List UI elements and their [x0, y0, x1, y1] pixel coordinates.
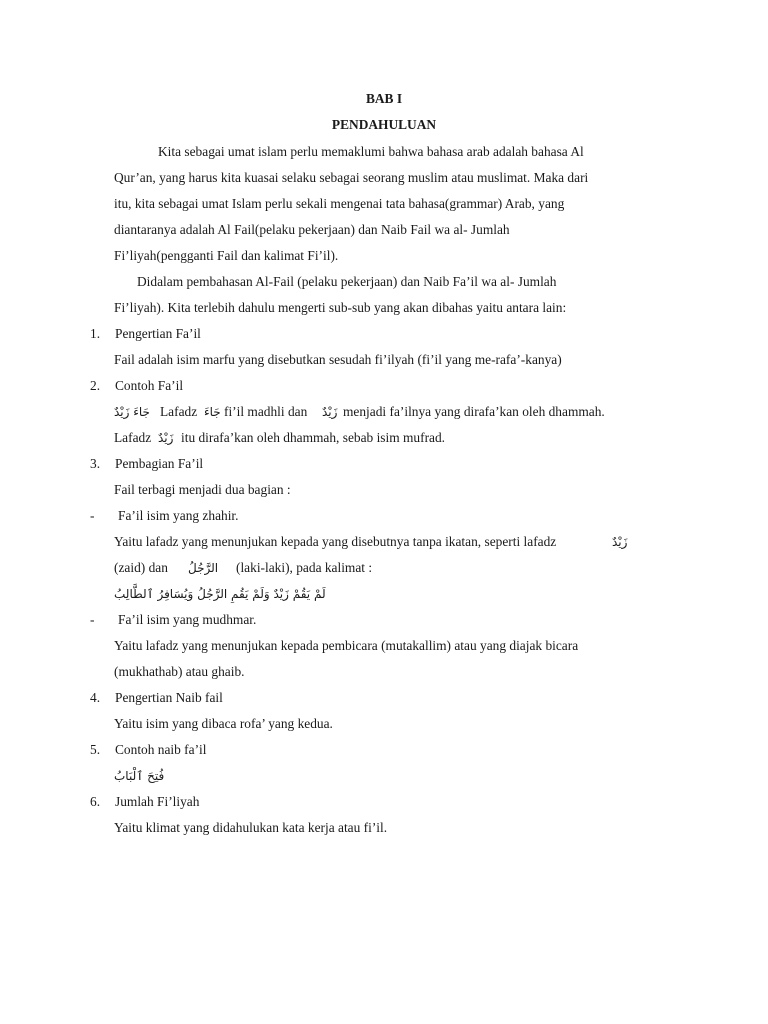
subitem-title: Fa’il isim yang mudhmar.	[118, 612, 257, 627]
item3-title: Pembagian Fa’il	[115, 456, 204, 471]
arabic-word: زَيْدٌ	[322, 405, 338, 419]
intro-p1-line1: Kita sebagai umat islam perlu memaklumi bahwa bahasa arab adalah bahasa Al	[158, 144, 584, 159]
arabic-example: جَاءَ زَيْدٌ	[114, 405, 150, 419]
arabic-word: جَاءَ	[204, 405, 221, 419]
list-number: 5.	[90, 742, 101, 757]
intro-p2-line2: Fi’liyah). Kita terlebih dahulu mengerti sub-sub yang akan dibahas yaitu antara lain:	[114, 300, 567, 315]
arabic-example: فُتِحَ ٱلْبَابُ	[114, 769, 165, 783]
item1-title: Pengertian Fa’il	[115, 326, 201, 341]
list-number: 4.	[90, 690, 101, 705]
intro-p1-line4: diantaranya adalah Al Fail(pelaku pekerjaan) dan Naib Fail wa al- Jumlah	[114, 222, 510, 237]
intro-p1-line5: Fi’liyah(pengganti Fail dan kalimat Fi’il).	[114, 248, 339, 263]
item2-example-text: itu dirafa’kan oleh dhammah, sebab isim mufrad.	[181, 430, 446, 445]
arabic-word: زَيْدٌ	[158, 431, 174, 445]
bullet-dash: -	[90, 508, 95, 523]
intro-p1-line3: itu, kita sebagai umat Islam perlu sekali mengenai tata bahasa(grammar) Arab, yang	[114, 196, 565, 211]
item2-example-text: fi’il madhli dan	[224, 404, 308, 419]
list-number: 6.	[90, 794, 101, 809]
arabic-word: زَيْدٌ	[612, 535, 628, 549]
item4-text: Yaitu isim yang dibaca rofa’ yang kedua.	[114, 716, 333, 731]
item5-title: Contoh naib fa’il	[115, 742, 207, 757]
subitem-text: Yaitu lafadz yang menunjukan kepada yang disebutnya tanpa ikatan, seperti lafadz	[114, 534, 557, 549]
item1-text: Fail adalah isim marfu yang disebutkan sesudah fi’ilyah (fi’il yang me-rafa’-kanya)	[114, 352, 562, 367]
item2-example-text: Lafadz	[114, 430, 152, 445]
list-number: 3.	[90, 456, 101, 471]
intro-p2-line1: Didalam pembahasan Al-Fail (pelaku pekerjaan) dan Naib Fa’il wa al- Jumlah	[137, 274, 557, 289]
list-number: 2.	[90, 378, 101, 393]
bullet-dash: -	[90, 612, 95, 627]
subitem-title: Fa’il isim yang zhahir.	[118, 508, 239, 523]
subitem-text: (zaid) dan	[114, 560, 168, 575]
chapter-number: BAB I	[365, 91, 403, 106]
item3-text: Fail terbagi menjadi dua bagian :	[114, 482, 291, 497]
item4-title: Pengertian Naib fail	[115, 690, 223, 705]
item2-example-text: Lafadz	[160, 404, 198, 419]
subitem-text: (laki-laki), pada kalimat :	[236, 560, 373, 575]
chapter-title: PENDAHULUAN	[331, 117, 437, 132]
item2-example-text: menjadi fa’ilnya yang dirafa’kan oleh dhammah.	[343, 404, 605, 419]
subitem-text: (mukhathab) atau ghaib.	[114, 664, 245, 679]
intro-p1-line2: Qur’an, yang harus kita kuasai selaku sebagai seorang muslim atau muslimat. Maka dari	[114, 170, 589, 185]
item6-text: Yaitu klimat yang didahulukan kata kerja atau fi’il.	[114, 820, 388, 835]
item2-title: Contoh Fa’il	[115, 378, 184, 393]
list-number: 1.	[90, 326, 101, 341]
arabic-word: الرَّجُلُ	[188, 561, 219, 575]
arabic-sentence: لَمْ يَقُمْ زَيْدٌ وَلَمْ يَقُمِ الرَّجُلُ وَيُسَافِرُ ٱلطَّالِبُ	[114, 587, 326, 601]
item6-title: Jumlah Fi’liyah	[115, 794, 200, 809]
subitem-text: Yaitu lafadz yang menunjukan kepada pembicara (mutakallim) atau yang diajak bicara	[114, 638, 579, 653]
